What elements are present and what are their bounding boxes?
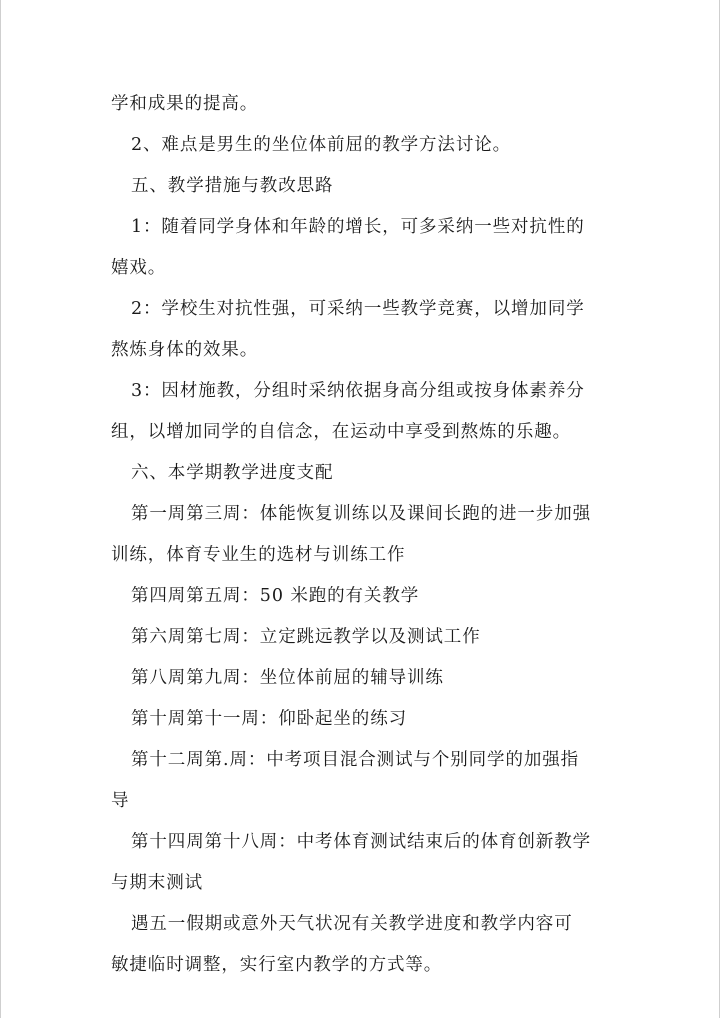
- text-line: 嬉戏。: [111, 258, 167, 278]
- text-line: 熬炼身体的效果。: [111, 340, 259, 360]
- text-line: 组，以增加同学的自信念，在运动中享受到熬炼的乐趣。: [111, 422, 571, 442]
- text-line: 第十四周第十八周：中考体育测试结束后的体育创新教学: [131, 832, 591, 852]
- text-line: 第六周第七周：立定跳远教学以及测试工作: [131, 627, 481, 647]
- text-line: 第一周第三周：体能恢复训练以及课间长跑的进一步加强: [131, 504, 591, 524]
- document-body: [111, 84, 621, 986]
- text-line: 训练，体育专业生的选材与训练工作: [111, 545, 406, 565]
- text-line: 导: [111, 791, 130, 811]
- text-line: 第八周第九周：坐位体前屈的辅导训练: [131, 668, 444, 688]
- text-line: 第十二周第.周：中考项目混合测试与个别同学的加强指: [131, 750, 580, 770]
- text-line: 1：随着同学身体和年龄的增长，可多采纳一些对抗性的: [131, 217, 585, 237]
- text-line: 与期末测试: [111, 873, 203, 893]
- text-line: 六、本学期教学进度支配: [131, 463, 334, 483]
- text-line: 学和成果的提高。: [111, 94, 259, 114]
- text-line: 五、教学措施与教改思路: [131, 176, 334, 196]
- text-line: 第四周第五周：50 米跑的有关教学: [131, 586, 420, 606]
- text-line: 第十周第十一周：仰卧起坐的练习: [131, 709, 407, 729]
- text-line: 遇五一假期或意外天气状况有关教学进度和教学内容可: [131, 914, 573, 934]
- text-line: 敏捷临时调整，实行室内教学的方式等。: [111, 955, 443, 975]
- text-line: 2：学校生对抗性强，可采纳一些教学竞赛，以增加同学: [131, 299, 585, 319]
- text-line: 3：因材施教，分组时采纳依据身高分组或按身体素养分: [131, 381, 585, 401]
- text-line: 2、难点是男生的坐位体前屈的教学方法讨论。: [131, 135, 512, 155]
